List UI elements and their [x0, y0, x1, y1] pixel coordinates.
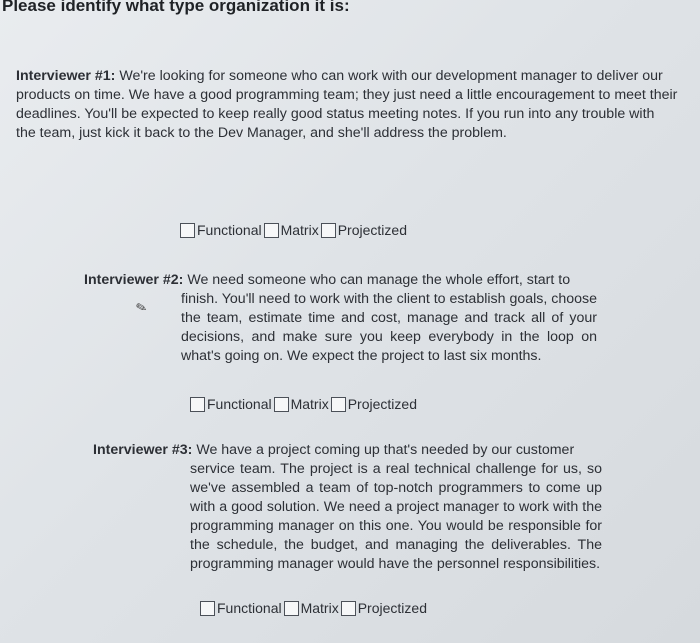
pen-cursor-icon: ✎: [134, 298, 149, 317]
q2-option-functional[interactable]: [190, 396, 272, 412]
q2-option-projectized[interactable]: [331, 396, 417, 412]
q3-functional-checkbox[interactable]: [200, 601, 215, 616]
q2-body: finish. You'll need to work with the client to establish goals, choose the team, estimate time and cost, manage and track all of your decisions, and make sure you keep everybody in the loop on what's going on. We expect the project to last six months.: [181, 291, 597, 364]
page-heading: Please identify what type organization it is:: [2, 0, 350, 15]
q2-functional-label: Functional: [207, 396, 272, 412]
question-2-text: [84, 271, 604, 366]
q3-speaker: Interviewer #3:: [93, 442, 193, 458]
q3-option-functional[interactable]: [200, 600, 282, 616]
q1-line-4: the team, just kick it back to the Dev Manager, and she'll address the problem.: [16, 125, 507, 141]
question-2-options: [190, 396, 419, 412]
q1-projectized-checkbox[interactable]: [321, 223, 336, 238]
q2-speaker: Interviewer #2:: [84, 272, 184, 288]
question-3-options: [200, 600, 429, 616]
q1-line-1: We're looking for someone who can work with our development manager to deliver our: [119, 68, 663, 84]
q2-projectized-checkbox[interactable]: [331, 397, 346, 412]
q1-matrix-label: Matrix: [280, 222, 319, 238]
q3-body: service team. The project is a real technical challenge for us, so we've assembled a team of top-notch programmers to come up with a good solution. We need a project manager to work with the programming manager on this one. You would be responsible for the schedule, the budget, and managing the deliverables. The programming manager would have the personnel responsibilities.: [190, 461, 602, 572]
q1-option-projectized[interactable]: [321, 222, 407, 238]
q2-projectized-label: Projectized: [347, 396, 417, 412]
q3-matrix-checkbox[interactable]: [284, 601, 299, 616]
question-1-text: [16, 67, 696, 143]
q1-projectized-label: Projectized: [337, 222, 407, 238]
q2-functional-checkbox[interactable]: [190, 397, 205, 412]
q2-option-matrix[interactable]: [274, 396, 329, 412]
q1-line-2: products on time. We have a good programming team; they just need a little encouragement to meet their: [16, 87, 678, 103]
q3-functional-label: Functional: [217, 600, 282, 616]
q2-first-line: We need someone who can manage the whole effort, start to: [187, 272, 571, 288]
q2-matrix-checkbox[interactable]: [274, 397, 289, 412]
q3-projectized-label: Projectized: [357, 600, 427, 616]
q1-option-functional[interactable]: [180, 222, 262, 238]
q1-line-3: deadlines. You'll be expected to keep really good status meeting notes. If you run into any trouble with: [16, 106, 655, 122]
question-1-options: [180, 222, 409, 238]
q1-speaker: Interviewer #1:: [16, 68, 116, 84]
q3-option-projectized[interactable]: [341, 600, 427, 616]
q2-matrix-label: Matrix: [290, 396, 329, 412]
q1-functional-label: Functional: [197, 222, 262, 238]
q3-option-matrix[interactable]: [284, 600, 339, 616]
q3-matrix-label: Matrix: [300, 600, 339, 616]
q1-option-matrix[interactable]: [264, 222, 319, 238]
q3-first-line: We have a project coming up that's needed by our customer: [196, 442, 575, 458]
q3-projectized-checkbox[interactable]: [341, 601, 356, 616]
q1-functional-checkbox[interactable]: [180, 223, 195, 238]
question-3-text: [93, 441, 613, 574]
q1-matrix-checkbox[interactable]: [264, 223, 279, 238]
